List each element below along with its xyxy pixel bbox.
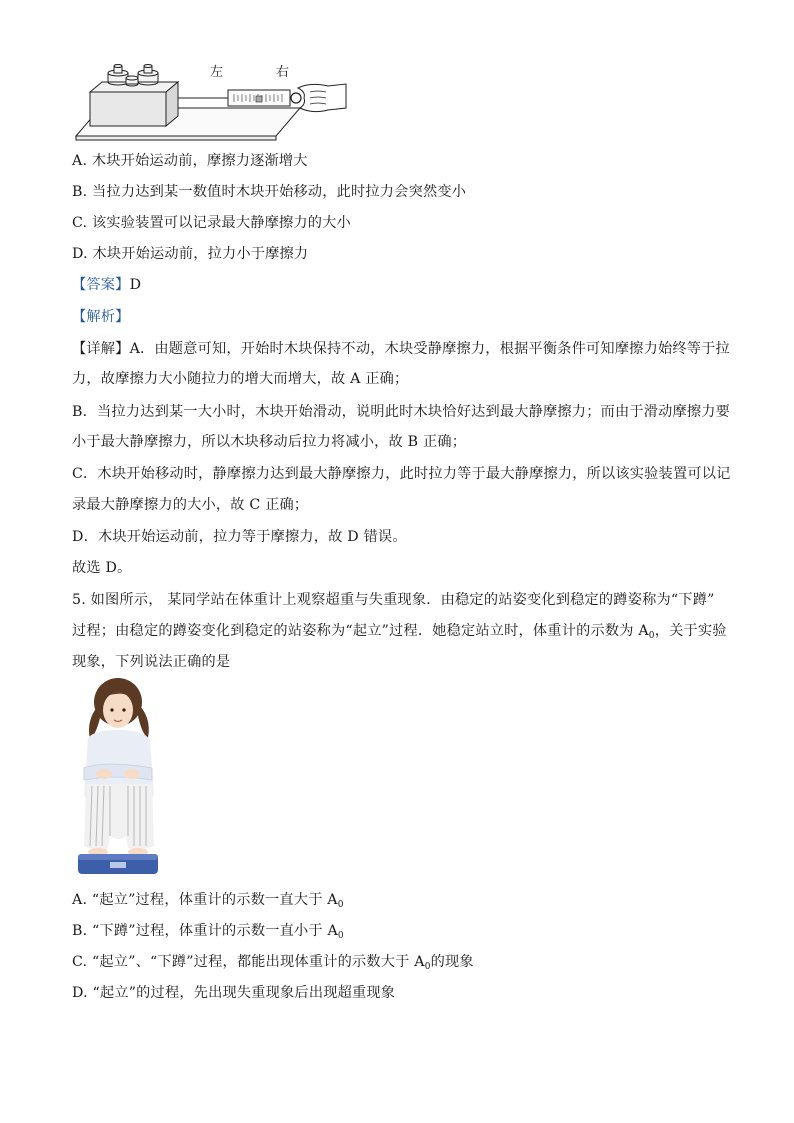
q5-option-a [72,891,344,914]
detail-line-1 [72,340,730,358]
q5-option-b-text: B. “下蹲”过程，体重计的示数一直小于 A [72,923,338,939]
q5-option-c [72,953,474,976]
subscript-0: 0 [648,631,655,641]
answer-value: D [129,277,142,293]
detail-line-6: 录最大静摩擦力的大小，故 C 正确； [72,497,309,513]
detail-text: A．由题意可知，开始时木块保持不动，木块受静摩擦力，根据平衡条件可知摩擦力始终等于拉 [129,341,730,357]
detail-line-5: C．木块开始移动时，静摩擦力达到最大静摩擦力，此时拉力等于最大静摩擦力，所以该实验装置可以记 [72,466,731,482]
label-right: 右 [276,65,290,80]
q5-option-c-tail: 的现象 [430,954,474,970]
subscript-0: 0 [424,962,431,972]
analysis-heading [72,308,130,326]
detail-line-4: 小于最大静摩擦力，所以木块移动后拉力将减小，故 B 正确； [72,434,467,450]
q5-stem-line-3: 现象，下列说法正确的是 [72,654,231,670]
q5-option-c-text: C. “起立”、“下蹲”过程，都能出现体重计的示数大于 A [72,954,425,970]
subscript-0: 0 [337,931,344,941]
q5-stem-line-2-text: 过程；由稳定的蹲姿变化到稳定的站姿称为“起立”过程．她稳定站立时，体重计的示数为 A [72,623,649,639]
q5-stem-line-2 [72,622,727,645]
label-left: 左 [210,65,224,80]
q5-stem-line-1: 5. 如图所示， 某同学站在体重计上观察超重与失重现象．由稳定的站姿变化到稳定的蹲姿称为“下蹲” [72,592,715,608]
q5-option-a-text: A. “起立”过程，体重计的示数一直大于 A [72,892,338,908]
q4-option-c: C. 该实验装置可以记录最大静摩擦力的大小 [72,215,351,231]
q5-option-b [72,922,344,945]
detail-line-2: 力，故摩擦力大小随拉力的增大而增大，故 A 正确； [72,371,409,387]
spring-scale-friction-figure [70,58,350,144]
q4-option-d: D. 木块开始运动前，拉力小于摩擦力 [72,246,309,262]
q4-option-a: A. 木块开始运动前，摩擦力逐渐增大 [72,153,308,169]
conclusion-line: 故选 D。 [72,560,132,576]
q5-option-d: D. “起立”的过程，先出现失重现象后出现超重现象 [72,985,396,1001]
answer-tag: 【答案】 [72,277,130,293]
detail-line-7: D．木块开始运动前，拉力等于摩擦力，故 D 错误。 [72,529,407,545]
detail-tag: 【详解】 [72,341,130,357]
answer-line [72,276,141,294]
q5-stem-line-2-tail: ，关于实验 [654,623,727,639]
q4-option-b: B. 当拉力达到某一数值时木块开始移动，此时拉力会突然变小 [72,184,467,200]
detail-line-3: B．当拉力达到某一大小时，木块开始滑动，说明此时木块恰好达到最大静摩擦力；而由于滑动摩擦力要 [72,404,731,420]
analysis-tag: 【解析】 [72,309,130,325]
girl-on-scale-photo [74,676,164,878]
subscript-0: 0 [337,900,344,910]
